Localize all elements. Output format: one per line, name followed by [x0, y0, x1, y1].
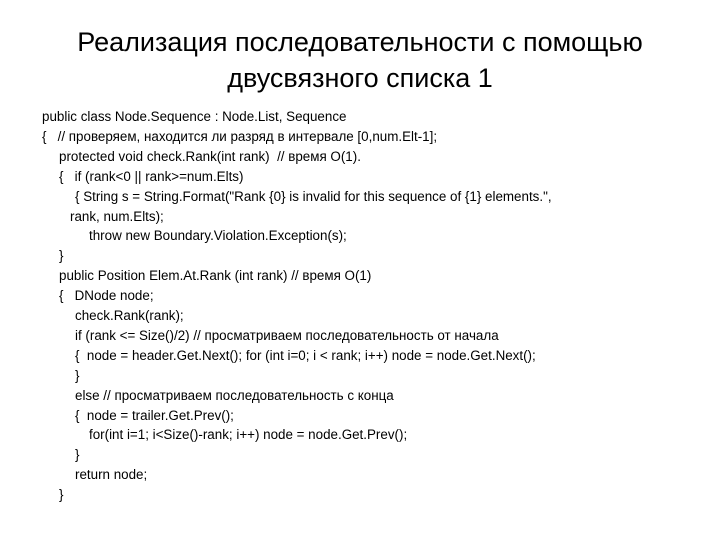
slide-title-line-1: Реализация последовательности с помощью: [77, 27, 643, 57]
slide-title-line-2: двусвязного списка 1: [227, 63, 493, 93]
code-line: { String s = String.Format("Rank {0} is invalid for this sequence of {1} elements.",: [75, 188, 552, 204]
code-line: }: [59, 487, 64, 503]
code-line: public Position Elem.At.Rank (int rank) // время O(1): [59, 268, 372, 284]
code-line: if (rank <= Size()/2) // просматриваем последовательность от начала: [75, 327, 499, 343]
code-line: }: [75, 367, 80, 383]
code-line: { if (rank<0 || rank>=num.Elts): [59, 168, 244, 184]
code-line: { DNode node;: [59, 288, 154, 304]
code-line: public class Node.Sequence : Node.List, Sequence: [42, 109, 347, 124]
code-line: for(int i=1; i<Size()-rank; i++) node = node.Get.Prev();: [89, 427, 408, 443]
code-line: throw new Boundary.Violation.Exception(s);: [89, 228, 347, 244]
code-line: }: [75, 447, 80, 463]
code-line: { // проверяем, находится ли разряд в интервале [0,num.Elt-1];: [42, 128, 438, 144]
code-line: protected void check.Rank(int rank) // время O(1).: [59, 148, 361, 164]
code-line: { node = trailer.Get.Prev();: [75, 407, 234, 423]
slide-title: [40, 24, 680, 96]
code-line: return node;: [75, 467, 148, 483]
code-line: }: [59, 248, 64, 264]
code-line: { node = header.Get.Next(); for (int i=0; i < rank; i++) node = node.Get.Next();: [75, 347, 536, 363]
code-line: else // просматриваем последовательность с конца: [75, 387, 394, 403]
code-line: rank, num.Elts);: [70, 208, 164, 224]
code-line: check.Rank(rank);: [75, 308, 184, 323]
